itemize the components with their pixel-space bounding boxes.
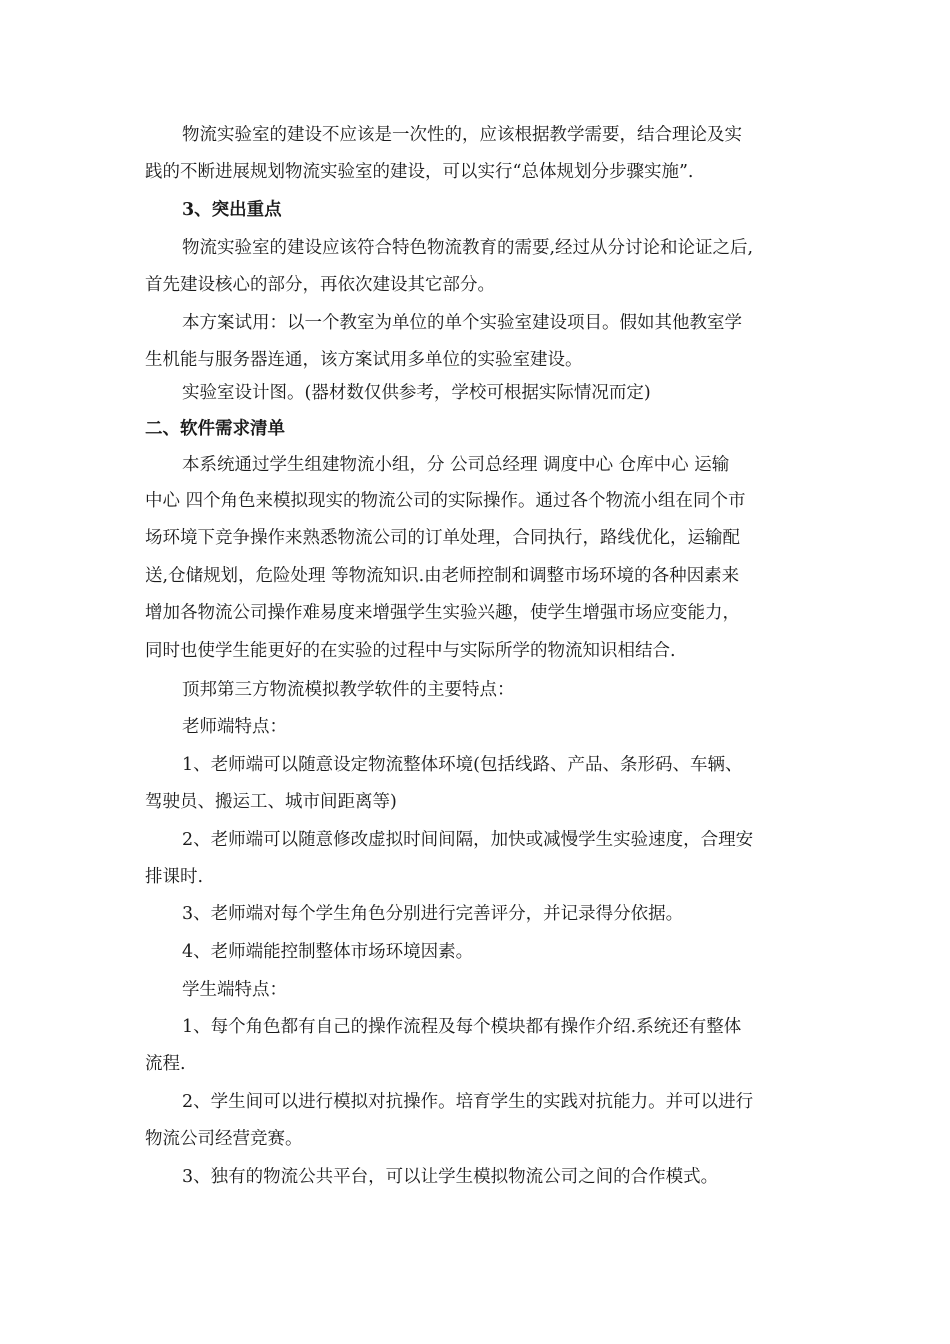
list-item-line: 2、学生间可以进行模拟对抗操作。培育学生的实践对抗能力。并可以进行 xyxy=(182,1092,754,1112)
paragraph-line: 顶邦第三方物流模拟教学软件的主要特点： xyxy=(182,680,515,700)
section-heading: 3、突出重点 xyxy=(182,200,282,220)
paragraph-line: 本方案试用：以一个教室为单位的单个实验室建设项目。假如其他教室学 xyxy=(182,313,742,333)
paragraph-line: 生机能与服务器连通，该方案试用多单位的实验室建设。 xyxy=(145,350,583,370)
paragraph-line: 物流实验室的建设不应该是一次性的，应该根据教学需要，结合理论及实 xyxy=(182,125,742,145)
paragraph-line: 本系统通过学生组建物流小组，分 公司总经理 调度中心 仓库中心 运输 xyxy=(182,455,730,475)
section-heading: 二、软件需求清单 xyxy=(145,419,285,439)
list-item-line: 排课时. xyxy=(145,867,204,887)
subsection-heading: 老师端特点： xyxy=(182,717,287,737)
list-item-line: 流程. xyxy=(145,1054,186,1074)
paragraph-line: 增加各物流公司操作难易度来增强学生实验兴趣，使学生增强市场应变能力， xyxy=(145,603,740,623)
paragraph-line: 物流实验室的建设应该符合特色物流教育的需要,经过从分讨论和论证之后, xyxy=(182,238,754,258)
paragraph-line: 实验室设计图。(器材数仅供参考，学校可根据实际情况而定) xyxy=(182,383,651,403)
paragraph-line: 场环境下竞争操作来熟悉物流公司的订单处理，合同执行，路线优化，运输配 xyxy=(145,528,740,548)
list-item-line: 1、老师端可以随意设定物流整体环境(包括线路、产品、条形码、车辆、 xyxy=(182,755,743,775)
list-item-line: 驾驶员、搬运工、城市间距离等) xyxy=(145,792,397,812)
paragraph-line: 践的不断进展规划物流实验室的建设，可以实行“总体规划分步骤实施”. xyxy=(145,162,694,182)
paragraph-line: 首先建设核心的部分，再依次建设其它部分。 xyxy=(145,275,495,295)
list-item-line: 4、老师端能控制整体市场环境因素。 xyxy=(182,942,474,962)
list-item-line: 3、独有的物流公共平台，可以让学生模拟物流公司之间的合作模式。 xyxy=(182,1167,719,1187)
list-item-line: 物流公司经营竞赛。 xyxy=(145,1129,303,1149)
paragraph-line: 中心 四个角色来模拟现实的物流公司的实际操作。通过各个物流小组在同个市 xyxy=(145,491,746,511)
list-item-line: 1、每个角色都有自己的操作流程及每个模块都有操作介绍.系统还有整体 xyxy=(182,1017,742,1037)
paragraph-line: 同时也使学生能更好的在实验的过程中与实际所学的物流知识相结合. xyxy=(145,641,676,661)
list-item-line: 2、老师端可以随意修改虚拟时间间隔，加快或减慢学生实验速度，合理安 xyxy=(182,830,754,850)
subsection-heading: 学生端特点： xyxy=(182,980,287,1000)
list-item-line: 3、老师端对每个学生角色分别进行完善评分，并记录得分依据。 xyxy=(182,904,684,924)
paragraph-line: 送,仓储规划，危险处理 等物流知识.由老师控制和调整市场环境的各种因素来 xyxy=(145,566,740,586)
